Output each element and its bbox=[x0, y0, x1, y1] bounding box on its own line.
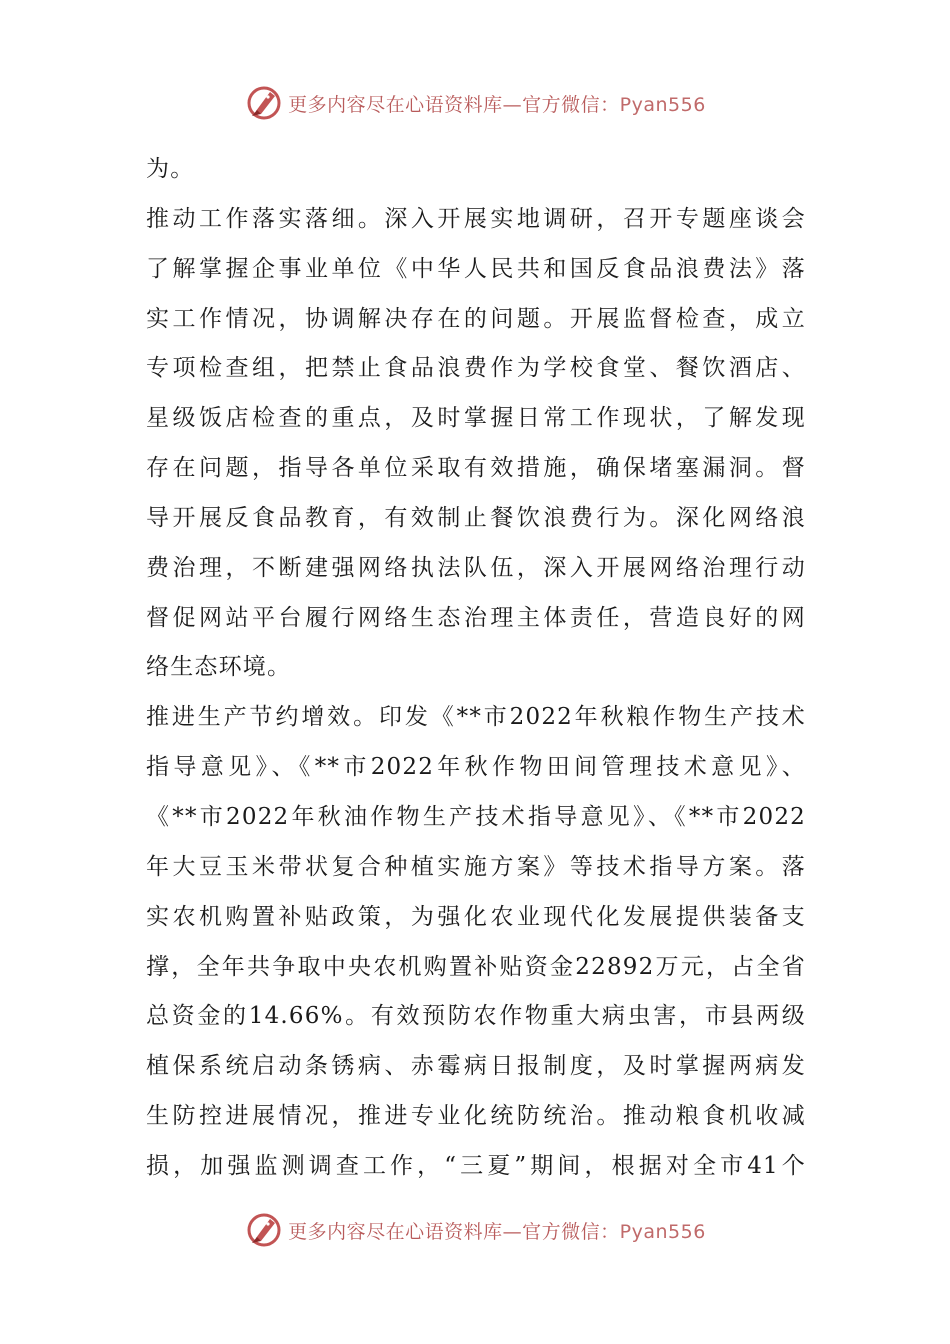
pen-nib-circle-logo-icon bbox=[244, 1210, 284, 1250]
text-line: 存在问题，指导各单位采取有效措施，确保堵塞漏洞。督 bbox=[146, 455, 806, 482]
text-line: 生防控进展情况，推进专业化统防统治。推动粮食机收减 bbox=[146, 1103, 806, 1130]
text-line: 推动工作落实落细。深入开展实地调研，召开专题座谈会 bbox=[146, 205, 806, 232]
watermark-wechat-id: Pyan556 bbox=[619, 1220, 706, 1243]
text-line: 了解掌握企事业单位《中华人民共和国反食品浪费法》落 bbox=[146, 255, 806, 282]
footer-watermark bbox=[0, 1208, 950, 1252]
text-line: 实工作情况，协调解决存在的问题。开展监督检查，成立 bbox=[146, 305, 806, 332]
text-line: 为。 bbox=[146, 156, 195, 182]
pen-nib-circle-logo-icon bbox=[244, 83, 284, 123]
text-line: 年大豆玉米带状复合种植实施方案》等技术指导方案。落 bbox=[146, 853, 806, 880]
watermark-text: 更多内容尽在心语资料库—官方微信：Pyan556 bbox=[288, 93, 706, 116]
text-line: 专项检查组，把禁止食品浪费作为学校食堂、餐饮酒店、 bbox=[146, 355, 806, 382]
text-line: 撑，全年共争取中央农机购置补贴资金22892万元，占全省 bbox=[146, 953, 806, 980]
text-line: 督促网站平台履行网络生态治理主体责任，营造良好的网 bbox=[146, 604, 806, 631]
text-line: 损，加强监测调查工作，“三夏”期间，根据对全市41个 bbox=[146, 1152, 806, 1179]
text-line: 推进生产节约增效。印发《**市2022年秋粮作物生产技术 bbox=[146, 704, 806, 731]
text-line: 《**市2022年秋油作物生产技术指导意见》、《**市2022 bbox=[146, 803, 806, 830]
text-line: 费治理，不断建强网络执法队伍，深入开展网络治理行动 bbox=[146, 554, 806, 581]
watermark-wechat-id: Pyan556 bbox=[619, 93, 706, 116]
watermark-text: 更多内容尽在心语资料库—官方微信：Pyan556 bbox=[288, 1220, 706, 1243]
text-line: 络生态环境。 bbox=[146, 654, 292, 681]
text-line: 实农机购置补贴政策，为强化农业现代化发展提供装备支 bbox=[146, 903, 806, 930]
text-line: 指导意见》、《**市2022年秋作物田间管理技术意见》、 bbox=[146, 754, 806, 781]
text-line: 总资金的14.66%。有效预防农作物重大病虫害，市县两级 bbox=[146, 1003, 806, 1030]
text-line: 星级饭店检查的重点，及时掌握日常工作现状，了解发现 bbox=[146, 405, 806, 432]
document-body bbox=[146, 145, 806, 1192]
text-line: 植保系统启动条锈病、赤霉病日报制度，及时掌握两病发 bbox=[146, 1053, 806, 1080]
header-watermark bbox=[0, 81, 950, 125]
text-line: 导开展反食品教育，有效制止餐饮浪费行为。深化网络浪 bbox=[146, 504, 806, 531]
